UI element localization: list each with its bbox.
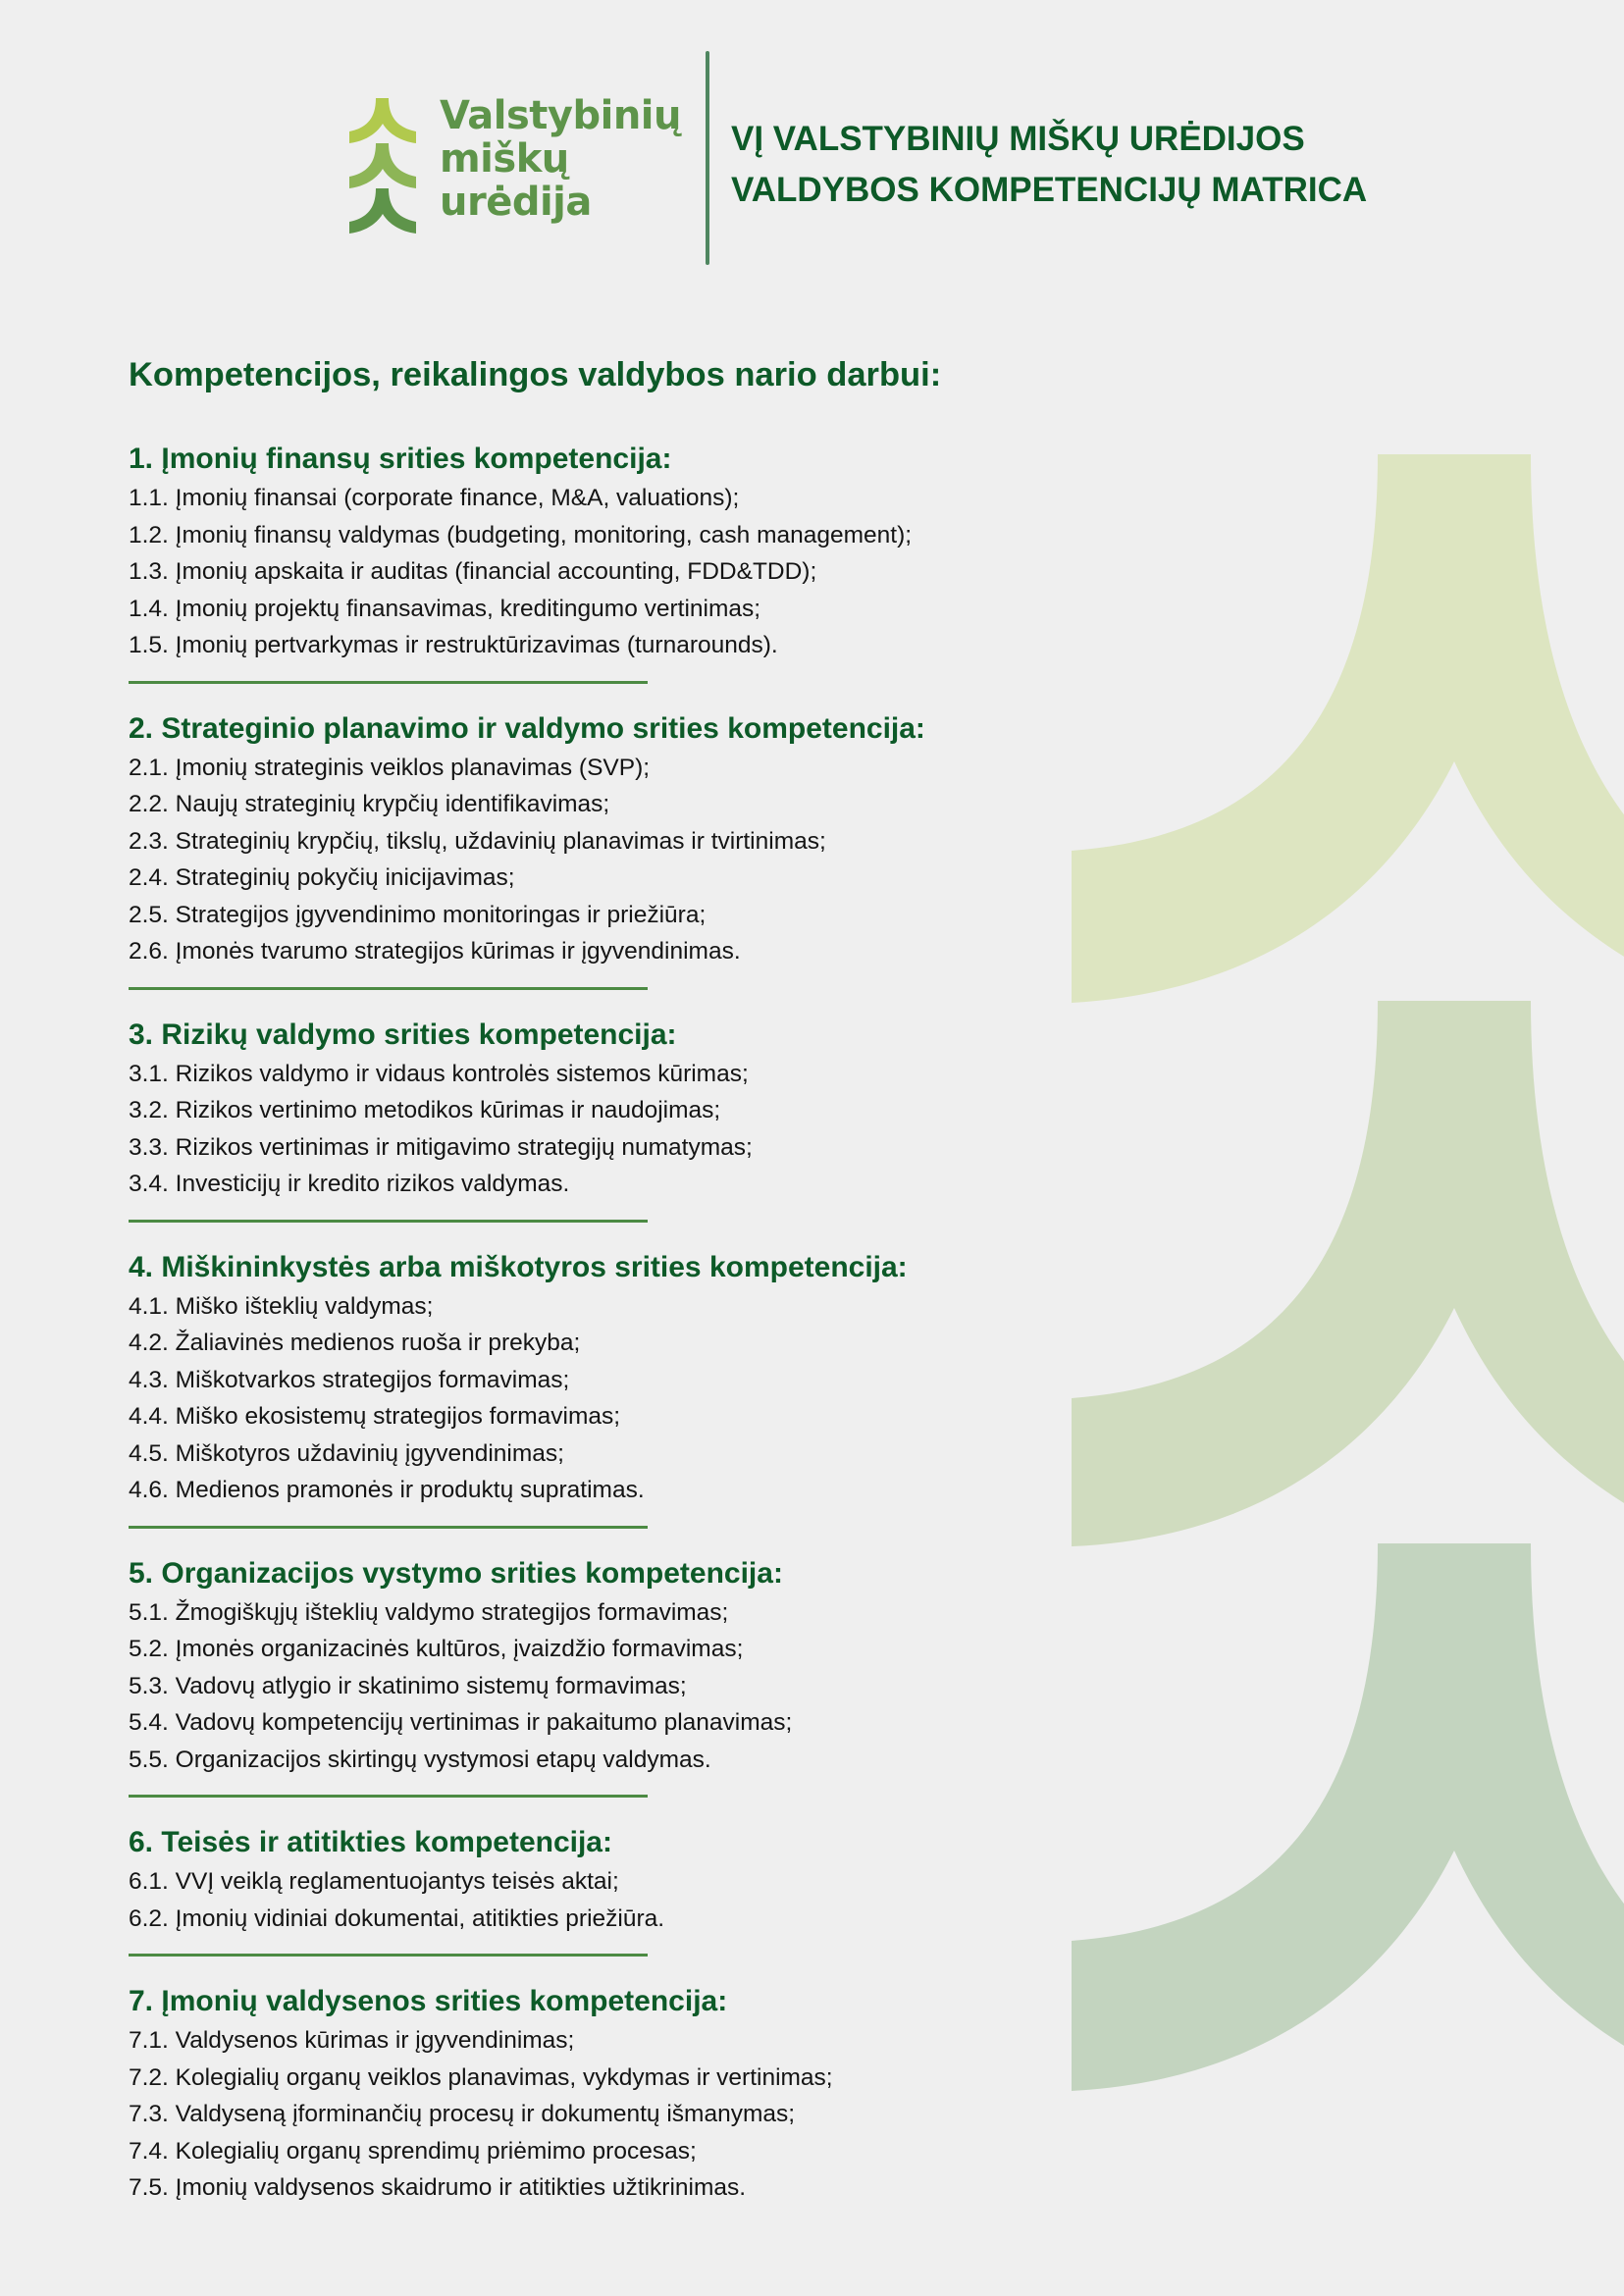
tree-mark-icon-bottom	[1072, 1543, 1624, 2091]
section-title: 1. Įmonių finansų srities kompetencija:	[129, 443, 672, 475]
logo-wordmark	[440, 94, 681, 224]
tree-mark-icon-middle	[1072, 1001, 1624, 1546]
logo-line: Valstybinių	[440, 93, 681, 138]
logo-line: miškų	[440, 136, 569, 182]
section-divider	[129, 987, 648, 990]
section-title: 2. Strateginio planavimo ir valdymo srities kompetencija:	[129, 711, 925, 745]
section-divider	[129, 681, 648, 684]
list-item: 4.1. Miško išteklių valdymas;	[129, 1292, 434, 1320]
list-item: 1.5. Įmonių pertvarkymas ir restruktūrizavimas (turnarounds).	[129, 632, 778, 658]
section-strategy	[129, 709, 1071, 970]
list-item: 7.3. Valdyseną įforminančių procesų ir dokumentų išmanymas;	[129, 2101, 796, 2127]
section-risk	[129, 1016, 1071, 1203]
list-item: 1.2. Įmonių finansų valdymas (budgeting, monitoring, cash management);	[129, 521, 913, 548]
list-item: 7.2. Kolegialių organų veiklos planavimas, vykdymas ir vertinimas;	[129, 2063, 833, 2091]
list-item: 2.5. Strategijos įgyvendinimo monitoringas ir priežiūra;	[129, 901, 707, 928]
list-item: 4.3. Miškotvarkos strategijos formavimas;	[129, 1366, 570, 1393]
list-item: 4.4. Miško ekosistemų strategijos formavimas;	[129, 1403, 621, 1430]
tree-mark-icon	[349, 98, 416, 235]
section-forestry	[129, 1248, 1071, 1509]
section-organization	[129, 1554, 1071, 1779]
list-item: 5.1. Žmogiškųjų išteklių valdymo strategijos formavimas;	[129, 1598, 729, 1626]
list-item: 6.1. VVĮ veiklą reglamentuojantys teisės aktai;	[129, 1868, 619, 1895]
section-finance	[129, 440, 1071, 664]
list-item: 2.1. Įmonių strateginis veiklos planavimas (SVP);	[129, 754, 651, 781]
competency-content	[129, 349, 1071, 2207]
list-item: 4.6. Medienos pramonės ir produktų supratimas.	[129, 1477, 645, 1503]
document-title	[731, 114, 1367, 216]
section-divider	[129, 1795, 648, 1798]
section-governance	[129, 1982, 1071, 2207]
tree-mark-icon-top	[1072, 454, 1624, 1003]
title-line: VALDYBOS KOMPETENCIJŲ MATRICA	[731, 171, 1368, 209]
list-item: 2.6. Įmonės tvarumo strategijos kūrimas ir įgyvendinimas.	[129, 938, 741, 965]
logo-line: urėdija	[440, 180, 592, 225]
list-item: 3.1. Rizikos valdymo ir vidaus kontrolės sistemos kūrimas;	[129, 1060, 749, 1087]
list-item: 3.4. Investicijų ir kredito rizikos valdymas.	[129, 1171, 570, 1197]
list-item: 1.1. Įmonių finansai (corporate finance, M&A, valuations);	[129, 485, 740, 511]
list-item: 3.2. Rizikos vertinimo metodikos kūrimas ir naudojimas;	[129, 1097, 721, 1123]
list-item: 2.4. Strateginių pokyčių inicijavimas;	[129, 864, 515, 891]
list-item: 7.1. Valdysenos kūrimas ir įgyvendinimas;	[129, 2027, 575, 2054]
list-item: 1.4. Įmonių projektų finansavimas, kreditingumo vertinimas;	[129, 595, 761, 622]
section-title: 7. Įmonių valdysenos srities kompetencija:	[129, 1985, 728, 2017]
list-item: 4.5. Miškotyros uždavinių įgyvendinimas;	[129, 1439, 564, 1467]
section-divider	[129, 1954, 648, 1957]
list-item: 7.4. Kolegialių organų sprendimų priėmimo procesas;	[129, 2137, 697, 2165]
list-item: 5.2. Įmonės organizacinės kultūros, įvaizdžio formavimas;	[129, 1636, 744, 1662]
list-item: 4.2. Žaliavinės medienos ruoša ir prekyba;	[129, 1330, 581, 1356]
list-item: 5.5. Organizacijos skirtingų vystymosi etapų valdymas.	[129, 1746, 711, 1773]
list-item: 1.3. Įmonių apskaita ir auditas (financial accounting, FDD&TDD);	[129, 558, 817, 585]
title-line: VĮ VALSTYBINIŲ MIŠKŲ URĖDIJOS	[731, 120, 1305, 158]
list-item: 3.3. Rizikos vertinimas ir mitigavimo strategijų numatymas;	[129, 1133, 753, 1161]
section-title: 4. Miškininkystės arba miškotyros srities kompetencija:	[129, 1250, 908, 1283]
section-divider	[129, 1220, 648, 1223]
section-legal	[129, 1823, 1071, 1937]
list-item: 5.3. Vadovų atlygio ir skatinimo sistemų formavimas;	[129, 1672, 687, 1699]
section-title: 5. Organizacijos vystymo srities kompetencija:	[129, 1556, 783, 1590]
section-title: 6. Teisės ir atitikties kompetencija:	[129, 1826, 612, 1858]
list-item: 7.5. Įmonių valdysenos skaidrumo ir atitikties užtikrinimas.	[129, 2174, 747, 2201]
section-title: 3. Rizikų valdymo srities kompetencija:	[129, 1018, 677, 1051]
header-divider	[706, 51, 709, 265]
list-item: 2.3. Strateginių krypčių, tikslų, uždavinių planavimas ir tvirtinimas;	[129, 827, 826, 855]
list-item: 6.2. Įmonių vidiniai dokumentai, atitikties priežiūra.	[129, 1905, 665, 1932]
list-item: 2.2. Naujų strateginių krypčių identifikavimas;	[129, 791, 610, 817]
list-item: 5.4. Vadovų kompetencijų vertinimas ir pakaitumo planavimas;	[129, 1709, 793, 1736]
section-divider	[129, 1526, 648, 1529]
main-heading: Kompetencijos, reikalingos valdybos nario darbui:	[129, 356, 942, 393]
document-header	[0, 0, 1624, 275]
